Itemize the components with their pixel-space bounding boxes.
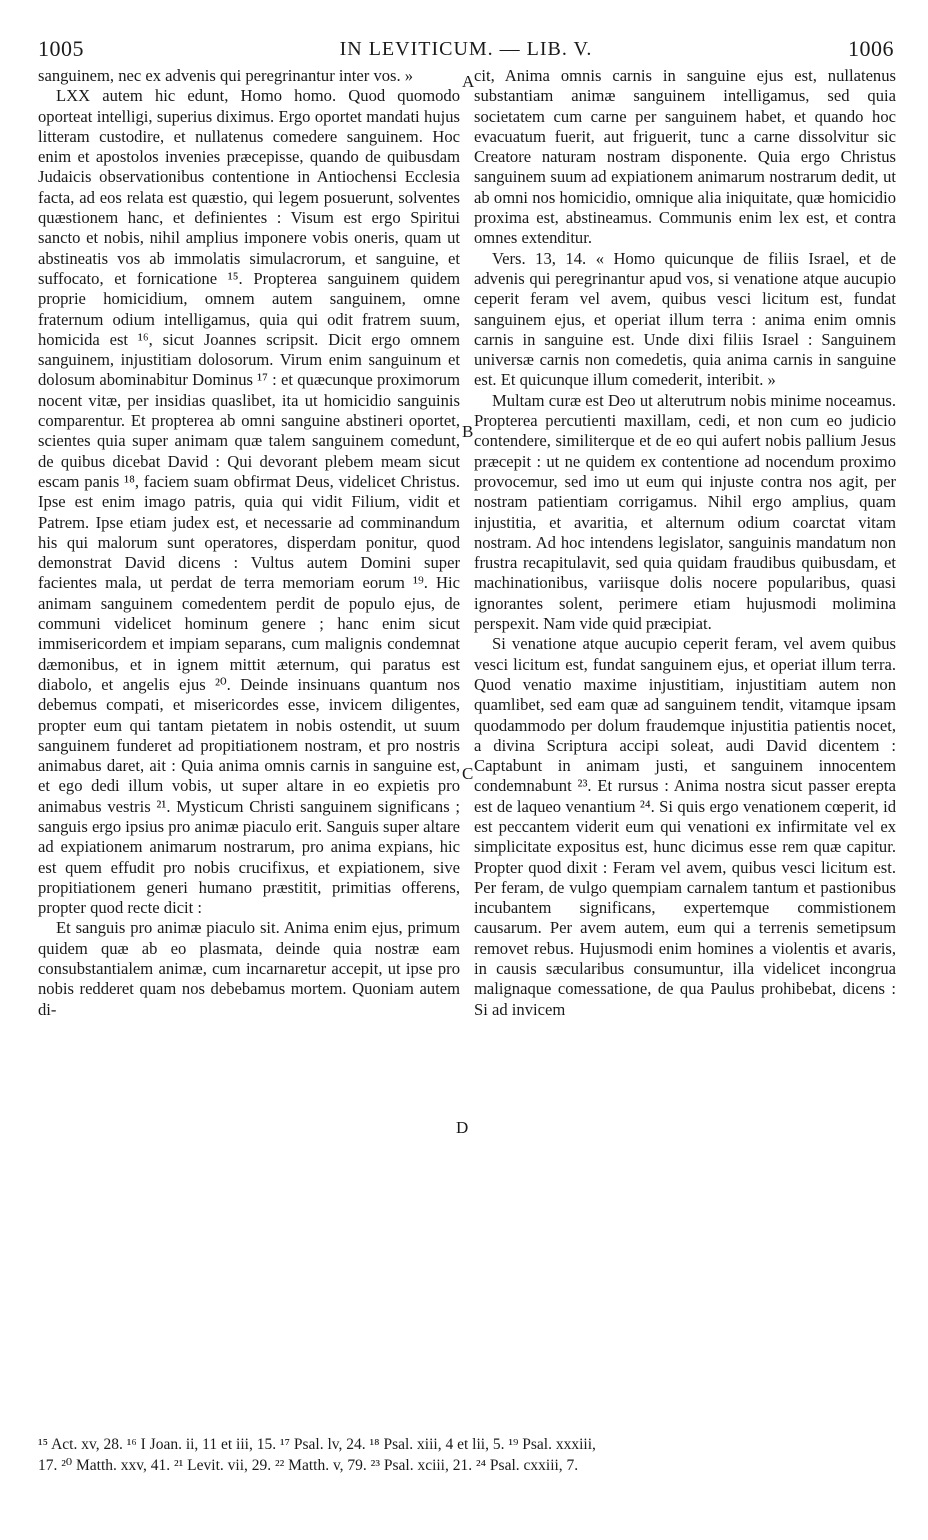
running-title: IN LEVITICUM. — LIB. V.: [339, 38, 593, 60]
left-column: [38, 66, 460, 1020]
right-paragraph-2: Vers. 13, 14. « Homo quicunque de filiis Israel, et de advenis qui peregrinantur apud vos, si venatione atque aucupio ceperit feram vel avem, quibus vesci licitum est, fundat sanguinem ejus, et operiat illum terra : anima enim omnis carnis in sanguine est. Unde dixi filiis Israel : Sanguinem universæ carnis non comedetis, quia anima carnis in sanguine est. Et quicunque illum comederit, interibit. »: [474, 248, 896, 390]
margin-letter-d: D: [456, 1118, 469, 1137]
left-paragraph-3: Et sanguis pro animæ piaculo sit. Anima enim ejus, primum quidem quæ ab eo plasmata, deinde quia nostræ eam consubstantialem animæ, cum incarnaretur accepit, ut ipse pro nobis redderet quam nos debebamus mortem. Quoniam autem di-: [38, 918, 460, 1019]
right-paragraph-4: Si venatione atque aucupio ceperit feram, vel avem quibus vesci licitum est, fundat sanguinem ejus, et operiat illum terra. Quod venatio maxime injustitiam, injustitiam autem non quamlibet, sed eam quæ ad sanguinem tendit, vitamque ipsam quodammodo per dolum fraudemque injustitia patientis nocet, a divina Scriptura accipi soleat, audi David dicentem : Captabunt in animam justi, et sanguinem innocentem condemnabunt ²³. Et rursus : Anima nostra sicut passer erepta est de laqueo venantium ²⁴. Si quis ergo venationem cœperit, id est peccantem viderit eum qui venationi ex infirmitate vel ex simplicitate expositus est, hunc dicimus esse rem quæ capitur. Propter quod dixit : Feram vel avem, quibus vesci licitum est. Per feram, de vulgo quempiam carnalem tantum et pastionibus incubantem significans, expertemque commistionem causarum. Per avem autem, eum qui a terrenis semetipsum removet rebus. Hujusmodi enim homines a violentis et avaris, in causis sæcularibus consumuntur, illa videlicet incongrua malignaque comessatione, de qua Paulus prohibebat, dicens : Si ad invicem: [474, 634, 896, 1019]
right-column: [474, 66, 896, 1020]
page-number-left: 1005: [38, 36, 84, 61]
margin-letter-c: C: [462, 764, 474, 783]
page-header: [38, 36, 894, 64]
right-paragraph-1: cit, Anima omnis carnis in sanguine ejus est, nullatenus substantiam animæ sanguinem intelligamus, sed quia societatem cum carne per sanguinem habet, et quando hoc evacuatum fuerit, aut friguerit, tunc a carne dissolvitur sic Creatore naturam nostram disponente. Quia ergo Christus sanguinem suum ad expiationem animarum nostrarum dedit, ut ab omni nos homicidio, omnique alia iniquitate, quæ homicidio proxima est, abstineamus. Communis enim lex est, et contra omnes extenditur.: [474, 66, 896, 248]
footnote-line-2: 17. ²⁰ Matth. xxv, 41. ²¹ Levit. vii, 29. ²² Matth. v, 79. ²³ Psal. xciii, 21. ²⁴ Psal. cxxiii, 7.: [38, 1457, 579, 1474]
page-number-right: 1006: [848, 36, 894, 61]
footnote-line-1: ¹⁵ Act. xv, 28. ¹⁶ I Joan. ii, 11 et iii, 15. ¹⁷ Psal. lv, 24. ¹⁸ Psal. xiii, 4 et lii, 5. ¹⁹ Psal. xxxiii,: [38, 1436, 596, 1453]
left-paragraph-1: sanguinem, nec ex advenis qui peregrinantur inter vos. »: [38, 66, 414, 85]
left-paragraph-2: LXX autem hic edunt, Homo homo. Quod quomodo oporteat intelligi, superius diximus. Ergo oportet mandati hujus litteram custodire, et nullatenus comedere sanguinem. Hoc enim et apostolos invenies præcepisse, quando de quibusdam Judaicis observationibus contentione in Antiochensi Ecclesia facta, ad eos relata est quæstio, qui legem posuerunt, solventes quæstionem hanc, et definientes : Visum est ergo Spiritui sancto et nobis, nihil amplius imponere vobis oneris, quam ut abstineatis vos ab immolatis simulacrorum, et sanguine, et suffocato, et fornicatione ¹⁵. Propterea sanguinem quidem proprie homicidium, omnem autem sanguinem, omne fraternum odium intelligamus, quia qui odit fratrem suum, homicida est ¹⁶, sicut Joannes scripsit. Dicit ergo omnem sanguinem, injustitiam dolosorum. Virum enim sanguinum et dolosum abominabitur Dominus ¹⁷ : et quæcunque proximorum nocent vitæ, per insidias quaslibet, ita ut homicidio sanguinis comparentur. Et propterea ab omni sanguine abstineri oportet, scientes quia super animam quæ talem sanguinem comedunt, de quibus dicebat David : Qui devorant plebem meam sicut escam panis ¹⁸, faciem suam obfirmat Deus, videlicet Christus. Ipse est enim imago patris, quia qui vidit Filium, vidit et Patrem. Ipse etiam judex est, et necessarie ad comminandum his qui malorum sunt operatores, disperdam ponitur, quod demonstrat David dicens : Vultus autem Domini super facientes mala, ut perdat de terra memoriam eorum ¹⁹. Hic animam sanguinem comedentem perdit de populo ejus, de communi videlicet hominum genere ; hanc enim sicut immisericordem et impiam separans, cum malignis condemnat dæmonibus, et in ignem mittit æternum, qui paratus est diabolo, et angelis ejus ²⁰. Deinde insinuans quantum nos debemus compati, et misericordes esse, invicem diligentes, propter eum qui tantam pietatem in nobis ostendit, ut suum sanguinem funderet ad propitiationem nostram, et pro nostris animabus daret, ait : Quia anima omnis carnis in sanguine est, et ego dedi illum vobis, ut super altare in eo expietis pro animabus vestris ²¹. Mysticum Christi sanguinem significans ; sanguis ergo ipsius pro animæ piaculo erit. Sanguis super altare ad expiationem animarum nostrarum, pro anima expians, hic est quem effudit pro nobis crucifixus, et expiationem, sive propitiationem generi humano præstitit, primitias offerens, propter quod recte dicit :: [38, 86, 460, 918]
right-paragraph-3: Multam curæ est Deo ut alterutrum nobis minime noceamus. Propterea percutienti maxillam, cedi, et non cum eo judicio contendere, similiterque et de eo qui aufert nobis pallium Jesus præcepit : ut ne quidem ex contentione ad nocendum proximo provocemur, sed imo ut eum qui injuste contra nos agit, per nostram patientiam corrigamus. Nihil ergo amplius, quam injustitia, et avaritia, et alternum odium coarctat vitam nostram. Ad hoc intendens legislator, sanguinis mandatum non frustra recapitulavit, sed quia quidam fraudibus quibusdam, et machinationibus, variisque dolis nocere popularibus, quasi ignorantes solent, perimere etiam hujusmodi molimina perspexit. Nam vide quid præcipiat.: [474, 390, 896, 634]
margin-letter-a: A: [462, 72, 475, 91]
footnotes: [38, 1434, 894, 1476]
margin-letter-b: B: [462, 422, 474, 441]
